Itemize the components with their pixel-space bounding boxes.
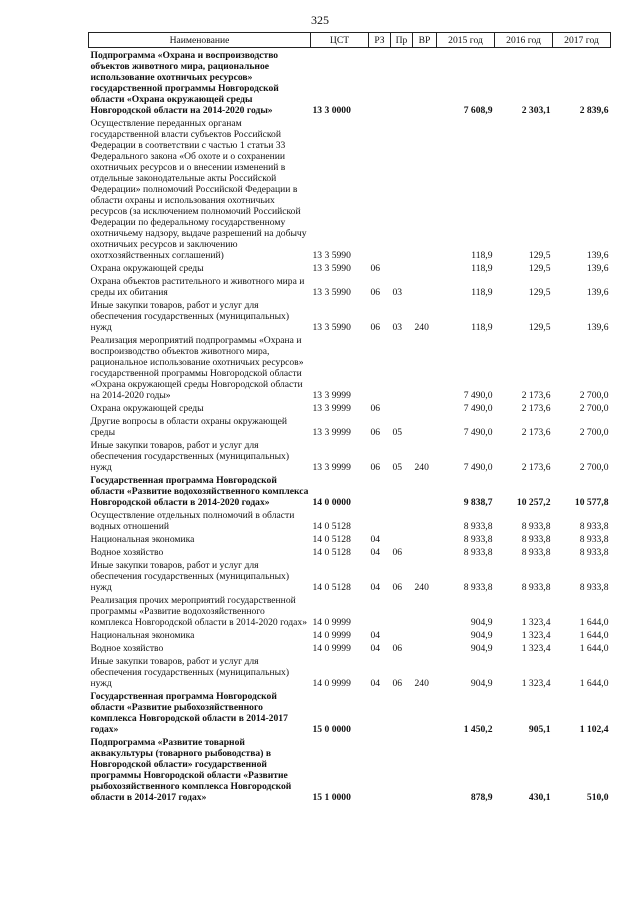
cell-2016: 129,5 xyxy=(528,263,551,274)
cell-name: Иные закупки товаров, работ и услуг для обеспечения государственных (муниципальных) нужд xyxy=(90,560,290,593)
table-row xyxy=(89,274,611,298)
cell-pr: 06 xyxy=(392,643,403,654)
budget-table xyxy=(88,32,611,803)
cell-name: Охрана окружающей среды xyxy=(90,403,204,414)
cell-rz: 04 xyxy=(370,643,381,654)
cell-cst: 14 0 9999 xyxy=(312,678,351,689)
header-2016: 2016 год xyxy=(495,33,553,48)
cell-vr xyxy=(413,689,437,735)
cell-cst: 15 1 0000 xyxy=(312,792,351,803)
cell-2015: 8 933,8 xyxy=(463,547,493,558)
table-row xyxy=(89,545,611,558)
cell-rz xyxy=(369,593,391,628)
cell-2015: 904,9 xyxy=(470,643,493,654)
cell-2017: 1 644,0 xyxy=(579,617,609,628)
cell-rz: 06 xyxy=(370,427,381,438)
cell-pr xyxy=(391,628,413,641)
table-row xyxy=(89,735,611,803)
header-name: Наименование xyxy=(89,33,311,48)
table-row xyxy=(89,401,611,414)
cell-rz: 04 xyxy=(370,547,381,558)
cell-pr: 05 xyxy=(392,462,403,473)
cell-rz xyxy=(369,48,391,117)
table-body xyxy=(89,48,611,804)
cell-name: Осуществление отдельных полномочий в области водных отношений xyxy=(90,510,295,532)
cell-vr xyxy=(413,48,437,117)
cell-2017: 2 700,0 xyxy=(579,390,609,401)
cell-2017: 2 700,0 xyxy=(579,462,609,473)
cell-2016: 2 173,6 xyxy=(521,462,551,473)
cell-name: Государственная программа Новгородской области «Развитие рыбохозяйственного комплекса Новгородской области в 2014-2017 годах» xyxy=(90,691,288,735)
cell-2016: 2 173,6 xyxy=(521,403,551,414)
cell-2015: 7 490,0 xyxy=(463,403,493,414)
header-vr: ВР xyxy=(413,33,437,48)
header-cst: ЦСТ xyxy=(311,33,369,48)
cell-name: Охрана окружающей среды xyxy=(90,263,204,274)
cell-2017: 139,6 xyxy=(586,250,609,261)
cell-cst: 13 3 5990 xyxy=(312,322,351,333)
cell-2017: 1 102,4 xyxy=(579,724,609,735)
cell-2016: 129,5 xyxy=(528,250,551,261)
cell-2015: 8 933,8 xyxy=(463,534,493,545)
cell-cst: 13 3 9999 xyxy=(312,462,351,473)
cell-2017: 8 933,8 xyxy=(579,582,609,593)
cell-pr xyxy=(391,333,413,401)
cell-2016: 8 933,8 xyxy=(521,534,551,545)
cell-2015: 118,9 xyxy=(471,263,493,274)
cell-vr xyxy=(413,274,437,298)
cell-2016: 1 323,4 xyxy=(521,678,551,689)
cell-2016: 2 173,6 xyxy=(521,427,551,438)
cell-2015: 1 450,2 xyxy=(463,724,493,735)
cell-2017: 2 700,0 xyxy=(579,427,609,438)
cell-2016: 905,1 xyxy=(528,724,551,735)
cell-2016: 129,5 xyxy=(528,287,551,298)
cell-cst: 14 0 9999 xyxy=(312,643,351,654)
table-row xyxy=(89,558,611,593)
cell-cst: 14 0 5128 xyxy=(312,534,351,545)
cell-pr xyxy=(391,48,413,117)
cell-2017: 8 933,8 xyxy=(579,521,609,532)
cell-name: Водное хозяйство xyxy=(90,643,164,654)
cell-pr: 06 xyxy=(392,547,403,558)
cell-rz: 04 xyxy=(370,534,381,545)
header-2015: 2015 год xyxy=(437,33,495,48)
cell-2017: 1 644,0 xyxy=(579,678,609,689)
cell-cst: 13 3 5990 xyxy=(312,250,351,261)
cell-cst: 13 3 9999 xyxy=(312,403,351,414)
cell-rz: 04 xyxy=(370,582,381,593)
table-row xyxy=(89,532,611,545)
cell-vr xyxy=(413,641,437,654)
cell-2015: 7 608,9 xyxy=(463,105,493,116)
cell-vr xyxy=(413,593,437,628)
cell-2015: 904,9 xyxy=(470,678,493,689)
cell-name: Национальная экономика xyxy=(90,534,195,545)
cell-cst: 13 3 5990 xyxy=(312,263,351,274)
cell-pr xyxy=(391,261,413,274)
cell-pr xyxy=(391,593,413,628)
cell-name: Подпрограмма «Охрана и воспроизводство объектов животного мира, рациональное использование охотничьих ресурсов» государственной программы Новгородской области «Охрана окружающей среды Новгородской области на 2014-2020 годы» xyxy=(90,50,279,116)
cell-vr xyxy=(413,261,437,274)
header-2017: 2017 год xyxy=(553,33,611,48)
cell-rz: 06 xyxy=(370,403,381,414)
cell-vr xyxy=(413,735,437,803)
cell-rz xyxy=(369,116,391,261)
cell-name: Государственная программа Новгородской области «Развитие водохозяйственного комплекса Новгородской области в 2014-2020 годах» xyxy=(90,475,309,508)
table-row xyxy=(89,689,611,735)
cell-2017: 139,6 xyxy=(586,287,609,298)
table-row xyxy=(89,261,611,274)
cell-vr xyxy=(413,333,437,401)
table-row xyxy=(89,654,611,689)
cell-cst: 13 3 9999 xyxy=(312,390,351,401)
cell-2017: 1 644,0 xyxy=(579,630,609,641)
cell-vr xyxy=(413,414,437,438)
cell-pr: 06 xyxy=(392,582,403,593)
cell-2017: 10 577,8 xyxy=(574,497,609,508)
cell-name: Реализация прочих мероприятий государственной программы «Развитие водохозяйственного комплекса Новгородской области в 2014-2020 годах» xyxy=(90,595,308,628)
cell-2017: 8 933,8 xyxy=(579,547,609,558)
cell-2016: 129,5 xyxy=(528,322,551,333)
cell-rz xyxy=(369,333,391,401)
cell-vr xyxy=(413,116,437,261)
cell-vr xyxy=(413,473,437,508)
cell-2017: 8 933,8 xyxy=(579,534,609,545)
cell-2017: 2 839,6 xyxy=(579,105,609,116)
cell-name: Реализация мероприятий подпрограммы «Охрана и воспроизводство объектов животного мира, рациональное использование охотничьих ресурсов» государственной программы Новгородской области «Охрана окружающей среды Новгородской области на 2014-2020 годы» xyxy=(90,335,304,401)
cell-2016: 8 933,8 xyxy=(521,547,551,558)
cell-vr: 240 xyxy=(414,582,429,593)
cell-pr xyxy=(391,735,413,803)
table-row xyxy=(89,508,611,532)
cell-rz: 06 xyxy=(370,287,381,298)
cell-2015: 8 933,8 xyxy=(463,521,493,532)
cell-2017: 139,6 xyxy=(586,322,609,333)
cell-2015: 904,9 xyxy=(470,617,493,628)
table-header-row xyxy=(89,33,611,48)
cell-cst: 13 3 9999 xyxy=(312,427,351,438)
cell-vr xyxy=(413,628,437,641)
cell-2015: 7 490,0 xyxy=(463,390,493,401)
cell-pr: 03 xyxy=(392,287,403,298)
cell-2016: 2 303,1 xyxy=(521,105,551,116)
cell-pr: 05 xyxy=(392,427,403,438)
cell-pr: 03 xyxy=(392,322,403,333)
table-row xyxy=(89,298,611,333)
cell-vr: 240 xyxy=(414,678,429,689)
cell-2016: 1 323,4 xyxy=(521,630,551,641)
cell-2016: 10 257,2 xyxy=(516,497,551,508)
cell-cst: 14 0 5128 xyxy=(312,547,351,558)
cell-cst: 14 0 5128 xyxy=(312,521,351,532)
header-pr: Пр xyxy=(391,33,413,48)
cell-vr xyxy=(413,545,437,558)
header-rz: РЗ xyxy=(369,33,391,48)
table-row xyxy=(89,473,611,508)
cell-2017: 139,6 xyxy=(586,263,609,274)
cell-2015: 118,9 xyxy=(471,287,493,298)
table-row xyxy=(89,48,611,117)
cell-vr: 240 xyxy=(414,322,429,333)
cell-2015: 9 838,7 xyxy=(463,497,493,508)
cell-rz: 04 xyxy=(370,678,381,689)
cell-name: Иные закупки товаров, работ и услуг для обеспечения государственных (муниципальных) нужд xyxy=(90,300,290,333)
cell-cst: 14 0 9999 xyxy=(312,630,351,641)
cell-rz: 06 xyxy=(370,263,381,274)
cell-name: Иные закупки товаров, работ и услуг для обеспечения государственных (муниципальных) нужд xyxy=(90,656,290,689)
cell-rz xyxy=(369,735,391,803)
cell-name: Иные закупки товаров, работ и услуг для обеспечения государственных (муниципальных) нужд xyxy=(90,440,290,473)
cell-cst: 13 3 0000 xyxy=(312,105,351,116)
cell-rz xyxy=(369,689,391,735)
cell-pr xyxy=(391,401,413,414)
cell-2015: 904,9 xyxy=(470,630,493,641)
cell-cst: 14 0 5128 xyxy=(312,582,351,593)
table-row xyxy=(89,438,611,473)
table-row xyxy=(89,116,611,261)
cell-vr: 240 xyxy=(414,462,429,473)
cell-rz: 06 xyxy=(370,322,381,333)
cell-name: Другие вопросы в области охраны окружающей среды xyxy=(90,416,287,438)
cell-name: Осуществление переданных органам государственной власти субъектов Российской Федерации в соответствии с частью 1 статьи 33 Федерального закона «Об охоте и о сохранении охотничьих ресурсов и о внесении изменений в отдельные законодательные акты Российской Федерации» полномочий Российской Федерации в области охраны и использования охотничьих ресурсов (за исключением полномочий Российской Федерации по федеральному государственному охотничьему надзору, выдаче разрешений на добычу охотничьих ресурсов и заключению охотхозяйственных соглашений) xyxy=(90,118,307,261)
table-row xyxy=(89,628,611,641)
table-row xyxy=(89,333,611,401)
cell-name: Национальная экономика xyxy=(90,630,195,641)
cell-2016: 2 173,6 xyxy=(521,390,551,401)
cell-cst: 14 0 9999 xyxy=(312,617,351,628)
cell-2016: 1 323,4 xyxy=(521,643,551,654)
cell-pr xyxy=(391,473,413,508)
cell-cst: 14 0 0000 xyxy=(312,497,351,508)
cell-pr xyxy=(391,532,413,545)
cell-2016: 8 933,8 xyxy=(521,521,551,532)
cell-2015: 8 933,8 xyxy=(463,582,493,593)
cell-2017: 510,0 xyxy=(586,792,609,803)
cell-2017: 1 644,0 xyxy=(579,643,609,654)
table-row xyxy=(89,593,611,628)
page-number: 325 xyxy=(311,13,329,27)
table-row xyxy=(89,641,611,654)
cell-name: Водное хозяйство xyxy=(90,547,164,558)
cell-rz: 04 xyxy=(370,630,381,641)
cell-name: Подпрограмма «Развитие товарной аквакультуры (товарного рыбоводства) в Новгородской области» государственной программы Новгородской области «Развитие рыбохозяйственного комплекса Новгородской области в 2014-2017 годах» xyxy=(90,737,292,803)
cell-pr xyxy=(391,116,413,261)
cell-cst: 15 0 0000 xyxy=(312,724,351,735)
cell-cst: 13 3 5990 xyxy=(312,287,351,298)
cell-vr xyxy=(413,532,437,545)
cell-pr xyxy=(391,689,413,735)
table-row xyxy=(89,414,611,438)
cell-rz xyxy=(369,508,391,532)
cell-2015: 878,9 xyxy=(470,792,493,803)
cell-2015: 118,9 xyxy=(471,322,493,333)
cell-2016: 430,1 xyxy=(528,792,551,803)
cell-name: Охрана объектов растительного и животного мира и среды их обитания xyxy=(90,276,305,298)
cell-vr xyxy=(413,508,437,532)
cell-rz: 06 xyxy=(370,462,381,473)
cell-2016: 8 933,8 xyxy=(521,582,551,593)
cell-rz xyxy=(369,473,391,508)
cell-2015: 7 490,0 xyxy=(463,427,493,438)
cell-2015: 7 490,0 xyxy=(463,462,493,473)
cell-pr: 06 xyxy=(392,678,403,689)
cell-2017: 2 700,0 xyxy=(579,403,609,414)
cell-2015: 118,9 xyxy=(471,250,493,261)
cell-2016: 1 323,4 xyxy=(521,617,551,628)
cell-vr xyxy=(413,401,437,414)
cell-pr xyxy=(391,508,413,532)
